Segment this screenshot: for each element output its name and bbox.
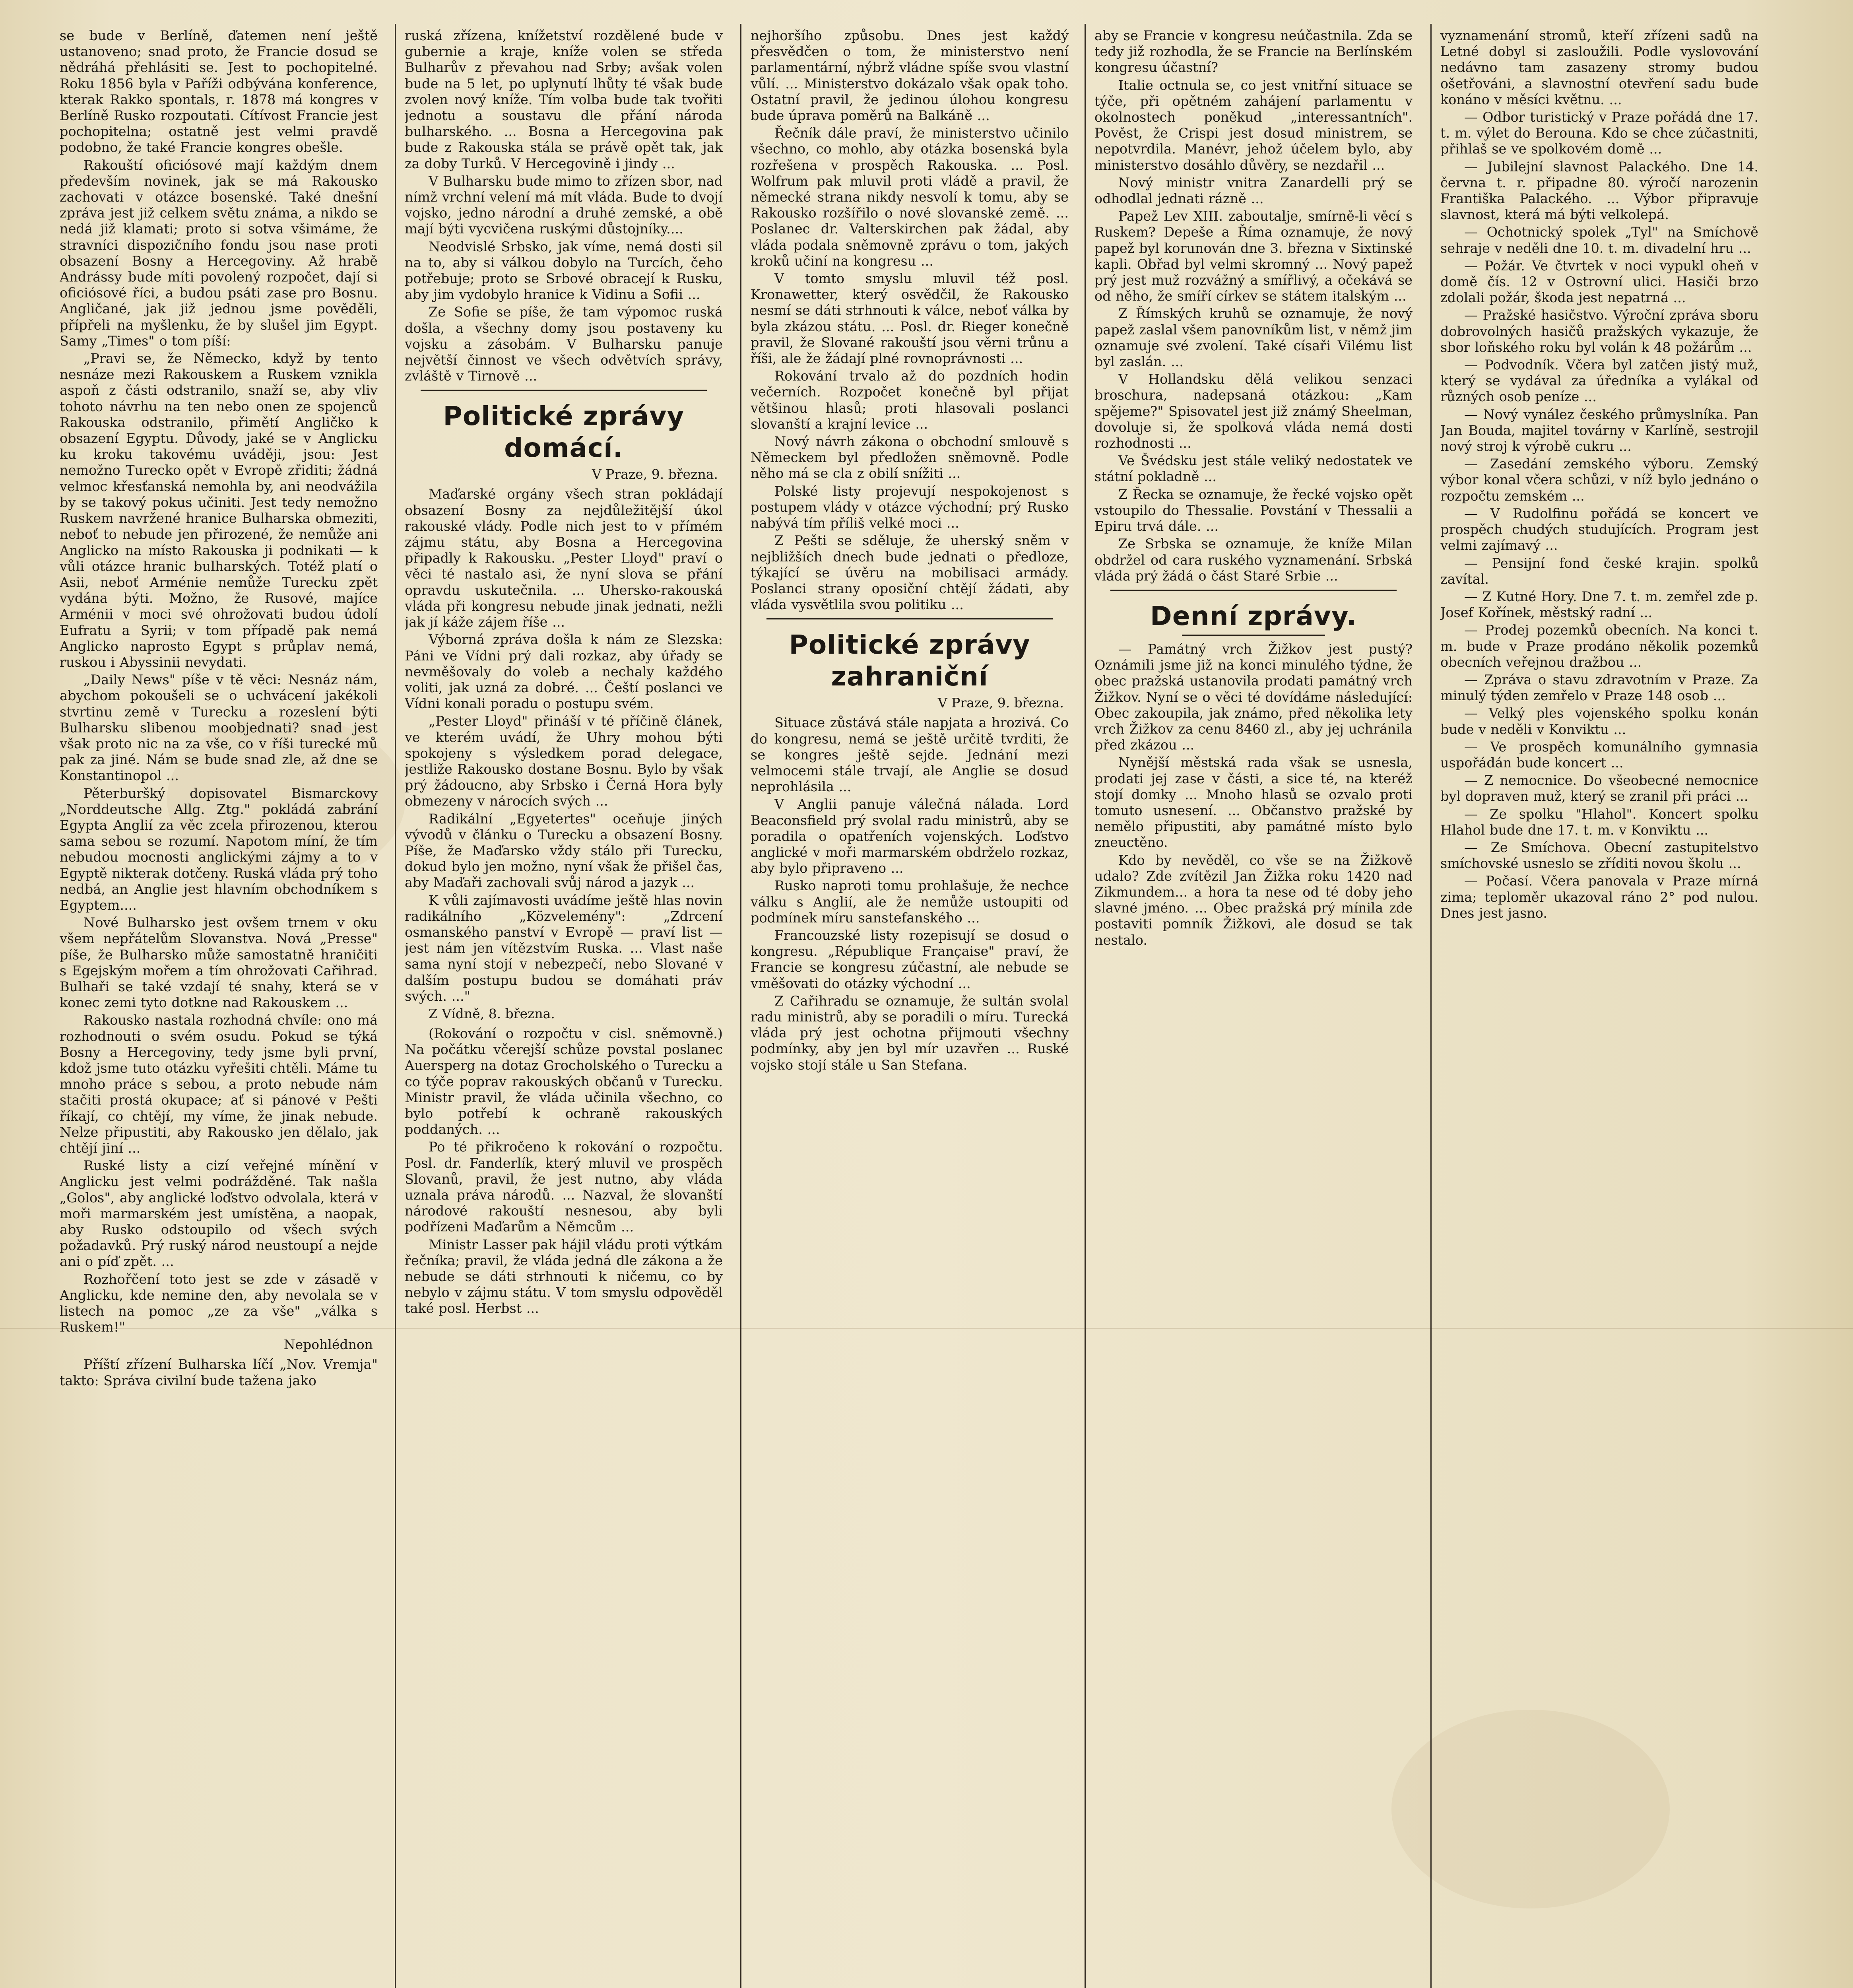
article-paragraph: „Pravi se, že Německo, když by tento nesnáze mezi Rakouskem a Ruskem vznikla aspoň z části odstranilo, snaží se, aby vliv tohoto návrhu na ten nebo onen ze spojenců Rakouska odstranilo, přimětí Angličko k obsazení Egyptu. Důvody, jaké se v Anglicku ku kroku takovému uváději, jsou: Jest nemožno Turecko opět v Evropě zřiditi; žádná velmoc křesťanská nemohla by, ani neodvážila by se takový pokus učiniti. Jest tedy nemožno Ruskem navržené hranice Bulharska obmeziti, neboť to nebude jen přirozené, že nemůže ani Anglicko na místo Rakouska ji podnikati — k vůli otázce hranic bulharských. Totéž platí o Asii, neboť Arménie nemůže Turecku zpět vydána býti. Možno, že Rusové, majíce Arménii v moci své ohrožovati budou údolí Eufratu a Syrii; v tom případě pak nemá Anglicko naprosto Egypt s průplav nemá, ruskou i Abyssinii nevydati. xyxy=(60,351,378,670)
article-paragraph: Ze Sofie se píše, že tam výpomoc ruská došla, a všechny domy jsou postaveny ku vojsku a zásobám. V Bulharsku panuje největší činnost ve všech odvětvích správy, zvláště v Tirnově ... xyxy=(405,304,723,384)
news-item: — Ochotnický spolek „Tyl" na Smíchově sehraje v neděli dne 10. t. m. divadelní hru ... xyxy=(1440,224,1758,256)
news-item: — Jubilejní slavnost Palackého. Dne 14. června t. r. připadne 80. výročí narozenin Františka Palackého. ... Výbor připravuje slavnost, která má býti velkolepá. xyxy=(1440,159,1758,223)
article-paragraph: Rakouští oficiósové mají každým dnem především novinek, jak se má Rakousko zachovati v otázce bosenské. Také dnešní zpráva jest již celkem světu známa, a nikdo se nedá již klamati; proto si sotva všimáme, že stravníci dispozičního fondu jsou nase proti obsazení Bosny a Hercegoviny. Až hrabě Andrássy bude míti povolený rozpočet, dají si oficiósové říci, a budou psáti zase pro Bosnu. Angličané, jak již jednou jsme pověděli, přípřeli na myšlenku, že by slušel jim Egypt. Samy „Times" o tom píší: xyxy=(60,157,378,349)
article-paragraph: Výborná zpráva došla k nám ze Slezska: Páni ve Vídni prý dali rozkaz, aby úřady se nevměšovaly do voleb a nechaly každého voliti, jak uzná za dobré. ... Čeští poslanci ve Vídni konali poradu o postupu svém. xyxy=(405,632,723,712)
article-paragraph: Ruské listy a cizí veřejné mínění v Anglicku jest velmi podrážděné. Tak našla „Golos", aby anglické loďstvo odvolala, která v moři marmarském jest umístěna, a naopak, aby Rusko odstoupilo od všech svých požadavků. Prý ruský národ neustoupí a nejde ani o píď zpět. ... xyxy=(60,1158,378,1270)
column-1 xyxy=(60,28,378,1988)
article-paragraph: Ve Švédsku jest stále veliký nedostatek ve státní pokladně ... xyxy=(1094,453,1413,485)
article-paragraph: Maďarské orgány všech stran pokládají obsazení Bosny za nejdůležitější úkol rakouské vlády. Podle nich jest to v přímém zájmu státu, aby Bosna a Hercegovina připadly k Rakousku. „Pester Lloyd" praví o věci té nastalo asi, že nyní slova se přání opravdu uskutečnila. ... Uhersko-rakouská vláda při kongresu nebude jinak jednati, nežli jak jí káže zájem říše ... xyxy=(405,486,723,630)
article-paragraph: Nynější městská rada však se usnesla, prodati jej zase v části, a sice té, na kteréž stojí domky ... Mnoho hlasů se ozvalo proti tomuto usnesení. ... Občanstvo pražské by nemělo připustiti, aby památné místo bylo zneuctěno. xyxy=(1094,755,1413,850)
section-divider xyxy=(766,618,1053,619)
article-paragraph: Z Pešti se sděluje, že uherský sněm v nejbližších dnech bude jednati o předloze, týkající se úvěru na mobilisaci armády. Poslanci strany oposiční chtějí žádati, aby vláda vysvětlila svou politiku ... xyxy=(751,533,1069,613)
news-item: — Prodej pozemků obecních. Na konci t. m. bude v Praze prodáno několik pozemků obecních veřejnou dražbou ... xyxy=(1440,622,1758,670)
section-heading-domestic: Politické zprávy domácí. xyxy=(443,401,685,464)
article-paragraph: Příští zřízení Bulharska líčí „Nov. Vremja" takto: Správa civilní bude tažena jako xyxy=(60,1357,378,1388)
article-paragraph: Pěterburšký dopisovatel Bismarckovy „Norddeutsche Allg. Ztg." pokládá zabrání Egypta Anglií za věc zcela přirozenou, kterou sama sebou se rozumí. Napotom míní, že tím nebudou mocnosti anglickými zájmy a to v Egyptě nikterak dotčeny. Ruská vláda prý toho nedbá, an Anglie jest hlavním obchodníkem s Egyptem.... xyxy=(60,785,378,913)
news-item: — Odbor turistický v Praze pořádá dne 17. t. m. výlet do Berouna. Kdo se chce zúčastniti, přihlaš se ve spolkovém domě ... xyxy=(1440,109,1758,157)
article-paragraph: Rozhořčení toto jest se zde v zásadě v Anglicku, kde nemine den, aby nevolala se v listech na pomoc „ze za vše" „válka s Ruskem!" xyxy=(60,1271,378,1335)
news-item: — Zpráva o stavu zdravotním v Praze. Za minulý týden zemřelo v Praze 148 osob ... xyxy=(1440,672,1758,704)
article-paragraph: Kdo by nevěděl, co vše se na Žižkově udalo? Zde zvítězil Jan Žižka roku 1420 nad Zikmundem... a hora ta nese od té doby jeho slavné jméno. ... Obec pražská prý mínila zde postaviti pomník Žižkovi, ale dosud se tak nestalo. xyxy=(1094,852,1413,948)
article-paragraph: K vůli zajímavosti uvádíme ještě hlas novin radikálního „Közvelemény": „Zdrcení osmanského panství v Evropě — praví list — jest nám jen vítězstvím Ruska. ... Vlast naše sama nyní stojí v nebezpečí, nebo Slované v dalším postupu budou se domáhati práv svých. ..." xyxy=(405,892,723,1004)
article-paragraph: Rakousko nastala rozhodná chvíle: ono má rozhodnouti o svém osudu. Pokud se týká Bosny a Hercegoviny, tedy jsme byli první, kdož jsme tuto otázku vyřešiti chtěli. Máme tu mnoho práce s sebou, a proto nebude nám stačiti prostá okupace; ať si pánové v Pešti říkají, co chtějí, my víme, že jinak nebude. Nelze připustiti, aby Rakousko jen dělalo, jak chtějí jiní ... xyxy=(60,1012,378,1156)
heading-underline xyxy=(1182,635,1325,636)
news-item: — Z Kutné Hory. Dne 7. t. m. zemřel zde p. Josef Kořínek, městský radní ... xyxy=(1440,588,1758,621)
article-paragraph: „Pester Lloyd" přináší v té příčině článek, ve kterém uvádí, že Uhry mohou býti spokojeny s výsledkem porad delegace, jestliže Rakousko dostane Bosnu. Bylo by však prý žádoucno, aby Srbsko i Černá Hora byly obmezeny v nárocích svých ... xyxy=(405,713,723,809)
news-item: — Z nemocnice. Do všeobecné nemocnice byl dopraven muž, který se zranil při práci ... xyxy=(1440,773,1758,804)
news-item: — Pensijní fond české krajin. spolků zavítal. xyxy=(1440,555,1758,587)
article-paragraph: Italie octnula se, co jest vnitřní situace se týče, při opětném zahájení parlamentu v okolnostech poněkud „interessantních". Pověst, že Crispi jest dosud ministrem, se nepotvrdila. Manévr, jehož účelem bylo, aby ministerstvo dosáhlo důvěry, se nezdařil ... xyxy=(1094,77,1413,173)
article-paragraph: Nový ministr vnitra Zanardelli prý se odhodlal jednati rázně ... xyxy=(1094,175,1413,207)
article-paragraph: Situace zůstává stále napjata a hrozivá. Co do kongresu, nemá se ještě určitě tvrditi, že se kongres ještě sejde. Jednání mezi velmocemi stále trvají, ale Anglie se dosud neprohlásila ... xyxy=(751,715,1069,795)
section-heading-foreign: Politické zprávy zahraniční xyxy=(789,629,1030,692)
article-paragraph: Po té přikročeno k rokování o rozpočtu. Posl. dr. Fanderlík, který mluvil ve prospěch Slovanů, pravil, že jest nutno, aby vláda uznala práva národů. ... Nazval, že slovanští národové rakouští nesnesou, aby byli podřízeni Maďarům a Němcům ... xyxy=(405,1139,723,1235)
dateline: V Praze, 9. března. xyxy=(937,695,1064,711)
article-signoff: Nepohlédnon xyxy=(283,1337,373,1353)
article-paragraph: „Daily News" píše v tě věci: Nesnáz nám, abychom pokoušeli se o uchvácení jakékoli stvrtinu země v Turecku a rozeslení býti Bulharsku slibenou moobjednati? snad jest však proto nic na za vše, co v říši turecké mů pak za jiné. Nám se bude snad zle, až dne se Konstantinopol ... xyxy=(60,672,378,784)
news-item: — Nový vynález českého průmyslníka. Pan Jan Bouda, majitel továrny v Karlíně, sestrojil nový stroj k výrobě cukru ... xyxy=(1440,406,1758,454)
article-paragraph: Radikální „Egyetertes" oceňuje jiných vývodů v článku o Turecku a obsazení Bosny. Píše, že Maďarsko vždy stálo při Turecku, dokud bylo jen možno, nyní však že přišel čas, aby Maďaři zachovali svůj národ a jazyk ... xyxy=(405,811,723,891)
article-paragraph: V Bulharsku bude mimo to zřízen sbor, nad nímž vrchní velení má mít vláda. Bude to dvojí vojsko, jedno národní a druhé zemské, a obě mají býti vycvičena ruskými důstojníky.... xyxy=(405,173,723,237)
article-paragraph: V tomto smyslu mluvil též posl. Kronawetter, který osvědčil, že Rakousko nesmí se dáti strhnouti k válce, neboť válka by byla zkázou státu. ... Posl. dr. Rieger konečně pravil, že Slované rakouští jsou věrni trůnu a říši, ale že žádají plné rovnoprávnosti ... xyxy=(751,271,1069,367)
section-divider xyxy=(1110,590,1397,591)
news-item: — Zasedání zemského výboru. Zemský výbor konal včera schůzi, v níž bylo jednáno o rozpočtu zemském ... xyxy=(1440,456,1758,504)
column-3 xyxy=(751,28,1069,1988)
article-paragraph: V Anglii panuje válečná nálada. Lord Beaconsfield prý svolal radu ministrů, aby se poradila o opatřeních vojenských. Loďstvo anglické v moři marmarském obdrželo rozkaz, aby bylo připraveno ... xyxy=(751,796,1069,876)
column-4 xyxy=(1094,28,1413,1988)
news-item: — Pražské hasičstvo. Výroční zpráva sboru dobrovolných hasičů pražských vykazuje, že sbor loňského roku byl volán k 48 požárům ... xyxy=(1440,307,1758,355)
article-paragraph: Papež Lev XIII. zaboutalje, smírně-li věcí s Ruskem? Depeše a Říma oznamuje, že nový papež byl korunován dne 3. března v Sixtinské kapli. Obřad byl velmi skromný ... Nový papež prý jest muž rozvážný a smířlivý, a očekává se od něho, že smíří církev se státem italským ... xyxy=(1094,208,1413,304)
article-paragraph: Nový návrh zákona o obchodní smlouvě s Německem byl předložen sněmovně. Podle něho má se cla z obilí snížiti ... xyxy=(751,434,1069,481)
news-item: vyznamenání stromů, kteří zřízeni sadů na Letné dobyl si zasloužili. Podle vyslovování nedávno tam zasazeny stromy budou ošetřováni, a slavnostní otevření sadu bude konáno v měsíci květnu. ... xyxy=(1440,28,1758,107)
article-paragraph: Z Cařihradu se oznamuje, že sultán svolal radu ministrů, aby se poradili o míru. Turecká vláda prý jest ochotna přijmouti všechny podmínky, aby jen byl mír uzavřen ... Ruské vojsko stojí stále u San Stefana. xyxy=(751,993,1069,1073)
article-paragraph: nejhoršího způsobu. Dnes jest každý přesvědčen o tom, že ministerstvo není parlamentární, nýbrž vládne spíše svou vlastní vůlí. ... Ministerstvo dokázalo však opak toho. Ostatní pravil, že jedinou úlohou kongresu bude úprava poměrů na Balkáně ... xyxy=(751,28,1069,124)
article-paragraph: V Hollandsku dělá velikou senzaci broschura, nadepsaná otázkou: „Kam spějeme?" Spisovatel jest již známý Sheelman, dovoluje si, že spolková vláda nemá dosti rozhodnosti ... xyxy=(1094,371,1413,451)
article-paragraph: se bude v Berlíně, ďatemen není ještě ustanoveno; snad proto, že Francie dosud se nědráhá přehlásiti se. Jest to pochopitelné. Roku 1856 byla v Paříži odbývána konference, kterak Rakko spontals, r. 1878 má kongres v Berlíně Rusko rozpoutati. Cítívost Francie jest pochopitelna; ostatně jest velmi pravdě podobno, že také Francie kongres obešle. xyxy=(60,28,378,155)
news-item: — Počasí. Včera panovala v Praze mírná zima; teploměr ukazoval ráno 2° pod nulou. Dnes jest jasno. xyxy=(1440,873,1758,921)
news-item: — Podvodník. Včera byl zatčen jistý muž, který se vydával za úředníka a vylákal od různých osob peníze ... xyxy=(1440,357,1758,405)
news-item: — Požár. Ve čtvrtek v noci vypukl oheň v domě čís. 12 v Ostrovní ulici. Hasiči brzo zdolali požár, škoda jest nepatrná ... xyxy=(1440,258,1758,306)
news-item: — Ze spolku "Hlahol". Koncert spolku Hlahol bude dne 17. t. m. v Konviktu ... xyxy=(1440,806,1758,838)
article-paragraph: Ze Srbska se oznamuje, že kníže Milan obdržel od cara ruského vyznamenání. Srbská vláda prý žádá o část Staré Srbie ... xyxy=(1094,536,1413,584)
article-paragraph: — Památný vrch Žižkov jest pustý? Oznámili jsme již na konci minulého týdne, že obec pražská ustanovila prodati památný vrch Žižkov. Nyní se o věci té dovídáme následující: Obec zakoupila, jak známo, před několika lety vrch Žižkov za cenu 8460 zl., aby jej uchránila před zkázou ... xyxy=(1094,641,1413,753)
section-heading-daily-news: Denní zprávy. xyxy=(1150,600,1357,631)
article-paragraph: Neodvislé Srbsko, jak víme, nemá dosti sil na to, aby si válkou dobylo na Turcích, čeho potřebuje; proto se Srbové obracejí k Rusku, aby jim vydobylo hranice k Vidinu a Sofii ... xyxy=(405,239,723,303)
article-paragraph: Rokování trvalo až do pozdních hodin večerních. Rozpočet konečně byl přijat většinou hlasů; proti hlasovali poslanci slovanští a krajní levice ... xyxy=(751,368,1069,432)
news-item: — Ze Smíchova. Obecní zastupitelstvo smíchovské usneslo se zříditi novou školu ... xyxy=(1440,839,1758,872)
column-rule xyxy=(740,24,741,1988)
article-paragraph: Řečník dále praví, že ministerstvo učinilo všechno, co mohlo, aby otázka bosenská byla rozřešena v prospěch Rakouska. ... Posl. Wolfrum pak mluvil proti vládě a pravil, že německé strana nikdy nesvolí k tomu, aby se Rakousko rozšířilo o nové slovanské země. ... Poslanec dr. Valterskirchen pak žádal, aby vláda podala sněmovně zprávu o tom, jakých kroků učiní na kongresu ... xyxy=(751,125,1069,269)
article-paragraph: Ministr Lasser pak hájil vládu proti výtkám řečníka; pravil, že vláda jedná dle zákona a že nebude se dáti strhnouti k ničemu, co by nebylo v zájmu státu. V tom smyslu odpověděl také posl. Herbst ... xyxy=(405,1237,723,1316)
news-item: — Velký ples vojenského spolku konán bude v neděli v Konviktu ... xyxy=(1440,705,1758,737)
section-divider xyxy=(421,390,707,391)
column-rule xyxy=(1430,24,1432,1988)
article-paragraph: ruská zřízena, knížetství rozdělené bude v gubernie a kraje, kníže volen se středa Bulharův z převahou nad Srby; avšak volen bude na 5 let, po uplynutí lhůty té však bude zvolen nový kníže. Tím volba bude tak tvořiti jednotu a soustavu dle přání národa bulharského. ... Bosna a Hercegovina pak bude z Rakouska stála se právě opět tak, jak za doby Turků. V Hercegovině i jindy ... xyxy=(405,28,723,171)
column-rule xyxy=(1085,24,1086,1988)
article-paragraph: Nové Bulharsko jest ovšem trnem v oku všem nepřátelům Slovanstva. Nová „Presse" píše, že Bulharsko může samostatně hraničiti s Egejským mořem a tím ohrožovati Cařihrad. Bulhaři se také vzdají té snahy, která se v konec zemi tyto dotkne nad Rakouskem ... xyxy=(60,915,378,1011)
news-item: — V Rudolfinu pořádá se koncert ve prospěch chudých studujících. Program jest velmi zajímavý ... xyxy=(1440,505,1758,553)
article-paragraph: Rusko naproti tomu prohlašuje, že nechce válku s Anglií, ale že nemůže ustoupiti od podmínek míru sanstefanského ... xyxy=(751,878,1069,926)
article-paragraph: (Rokování o rozpočtu v cisl. sněmovně.) Na počátku včerejší schůze povstal poslanec Auersperg na dotaz Grocholského o Turecku a co týče poprav rakouských občanů v Turecku. Ministr pravil, že vláda učinila všechno, co bylo potřebí k ochraně rakouských poddaných. ... xyxy=(405,1025,723,1138)
article-paragraph: aby se Francie v kongresu neúčastnila. Zda se tedy již rozhodla, že se Francie na Berlínském kongresu účastní? xyxy=(1094,28,1413,76)
dateline: V Praze, 9. března. xyxy=(592,466,718,482)
article-paragraph: Polské listy projevují nespokojenost s postupem vlády v otázce východní; prý Rusko nabývá tím příliš velké moci ... xyxy=(751,483,1069,531)
news-item: — Ve prospěch komunálního gymnasia uspořádán bude koncert ... xyxy=(1440,739,1758,771)
article-paragraph: Z Římských kruhů se oznamuje, že nový papež zaslal všem panovníkům list, v němž jim oznamuje své zvolení. Také císaři Vilému list byl zaslán. ... xyxy=(1094,306,1413,370)
article-paragraph: Z Řecka se oznamuje, že řecké vojsko opět vstoupilo do Thessalie. Povstání v Thessalii a Epiru trvá dále. ... xyxy=(1094,486,1413,534)
column-2 xyxy=(405,28,723,1988)
dateline: Z Vídně, 8. března. xyxy=(429,1006,555,1021)
article-paragraph: Francouzské listy rozepisují se dosud o kongresu. „République Française" praví, že Francie se kongresu zúčastní, ale nebude se vměšovati do otázky východní ... xyxy=(751,927,1069,991)
column-rule xyxy=(395,24,396,1988)
column-5 xyxy=(1440,28,1758,1988)
